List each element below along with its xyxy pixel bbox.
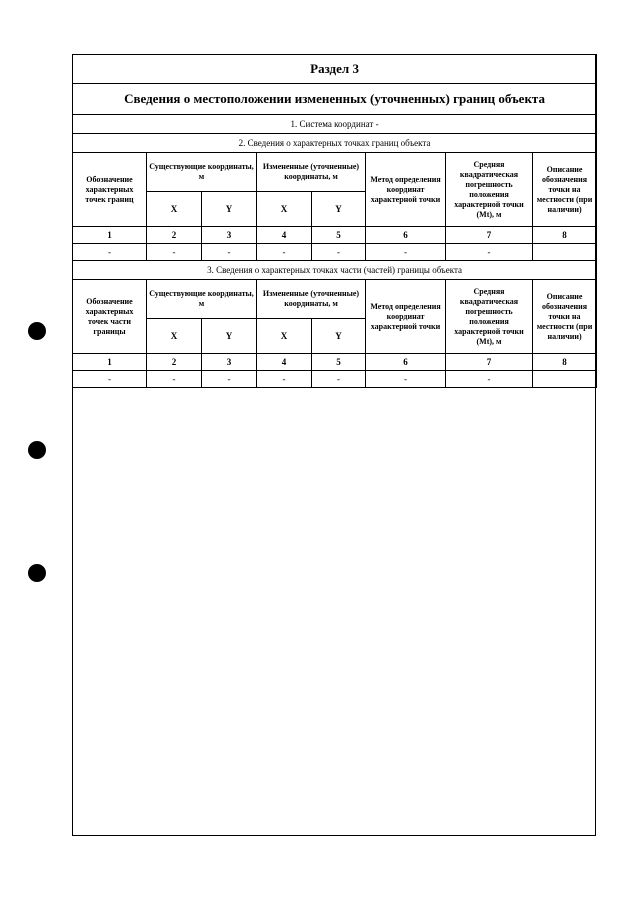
block1-cell: - [312,244,366,261]
block1-colnum: 7 [446,227,533,244]
block1-header-method: Метод определения координат характерной точки [366,153,446,227]
block2-header-method: Метод определения координат характерной точки [366,280,446,354]
block2-header-y-existing: Y [202,319,257,354]
block2-header-existing: Существующие координаты, м [147,280,257,319]
block2-header-error: Средняя квадратическая погрешность положения характерной точки (Mt), м [446,280,533,354]
block1-header-description: Описание обозначения точки на местности (при наличии) [533,153,597,227]
block1-header-x-changed: X [257,192,312,227]
block2-cell: - [147,371,202,388]
block2-cell: - [73,371,147,388]
block2-colnum: 3 [202,354,257,371]
block1-colnum: 6 [366,227,446,244]
block1-header-y-existing: Y [202,192,257,227]
coordinate-system-line: 1. Система координат - [73,115,597,134]
block2-cell: - [312,371,366,388]
block2-header-x-existing: X [147,319,202,354]
block1-header-y-changed: Y [312,192,366,227]
document-title: Сведения о местоположении измененных (уточненных) границ объекта [73,84,597,115]
block1-colnum: 2 [147,227,202,244]
block2-colnum: 8 [533,354,597,371]
block1-cell: - [202,244,257,261]
block2-cell: - [202,371,257,388]
block2-colnum: 7 [446,354,533,371]
block1-cell [533,244,597,261]
block1-colnum: 4 [257,227,312,244]
block2-colnum: 6 [366,354,446,371]
binder-hole-1 [28,322,46,340]
block1-cell: - [366,244,446,261]
block1-cell: - [257,244,312,261]
block1-caption: 2. Сведения о характерных точках границ объекта [73,134,597,153]
block1-colnum: 8 [533,227,597,244]
block1-cell: - [73,244,147,261]
block2-colnum: 5 [312,354,366,371]
block2-header-x-changed: X [257,319,312,354]
block1-header-x-existing: X [147,192,202,227]
block2-colnum: 2 [147,354,202,371]
block2-cell [533,371,597,388]
block1-header-changed: Измененные (уточненные) координаты, м [257,153,366,192]
binder-hole-3 [28,564,46,582]
section-table [72,54,597,388]
block2-cell: - [446,371,533,388]
block2-cell: - [257,371,312,388]
section-title: Раздел 3 [73,55,597,84]
block1-colnum: 1 [73,227,147,244]
block2-cell: - [366,371,446,388]
block2-header-changed: Измененные (уточненные) координаты, м [257,280,366,319]
block2-header-description: Описание обозначения точки на местности (при наличии) [533,280,597,354]
block1-colnum: 5 [312,227,366,244]
binder-hole-2 [28,441,46,459]
block1-cell: - [446,244,533,261]
block1-header-existing: Существующие координаты, м [147,153,257,192]
block2-header-point: Обозначение характерных точек части границы [73,280,147,354]
block1-header-error: Средняя квадратическая погрешность положения характерной точки (Mt), м [446,153,533,227]
block1-colnum: 3 [202,227,257,244]
block1-header-point: Обозначение характерных точек границ [73,153,147,227]
block1-cell: - [147,244,202,261]
block2-caption: 3. Сведения о характерных точках части (частей) границы объекта [73,261,597,280]
block2-colnum: 1 [73,354,147,371]
block2-colnum: 4 [257,354,312,371]
block2-header-y-changed: Y [312,319,366,354]
